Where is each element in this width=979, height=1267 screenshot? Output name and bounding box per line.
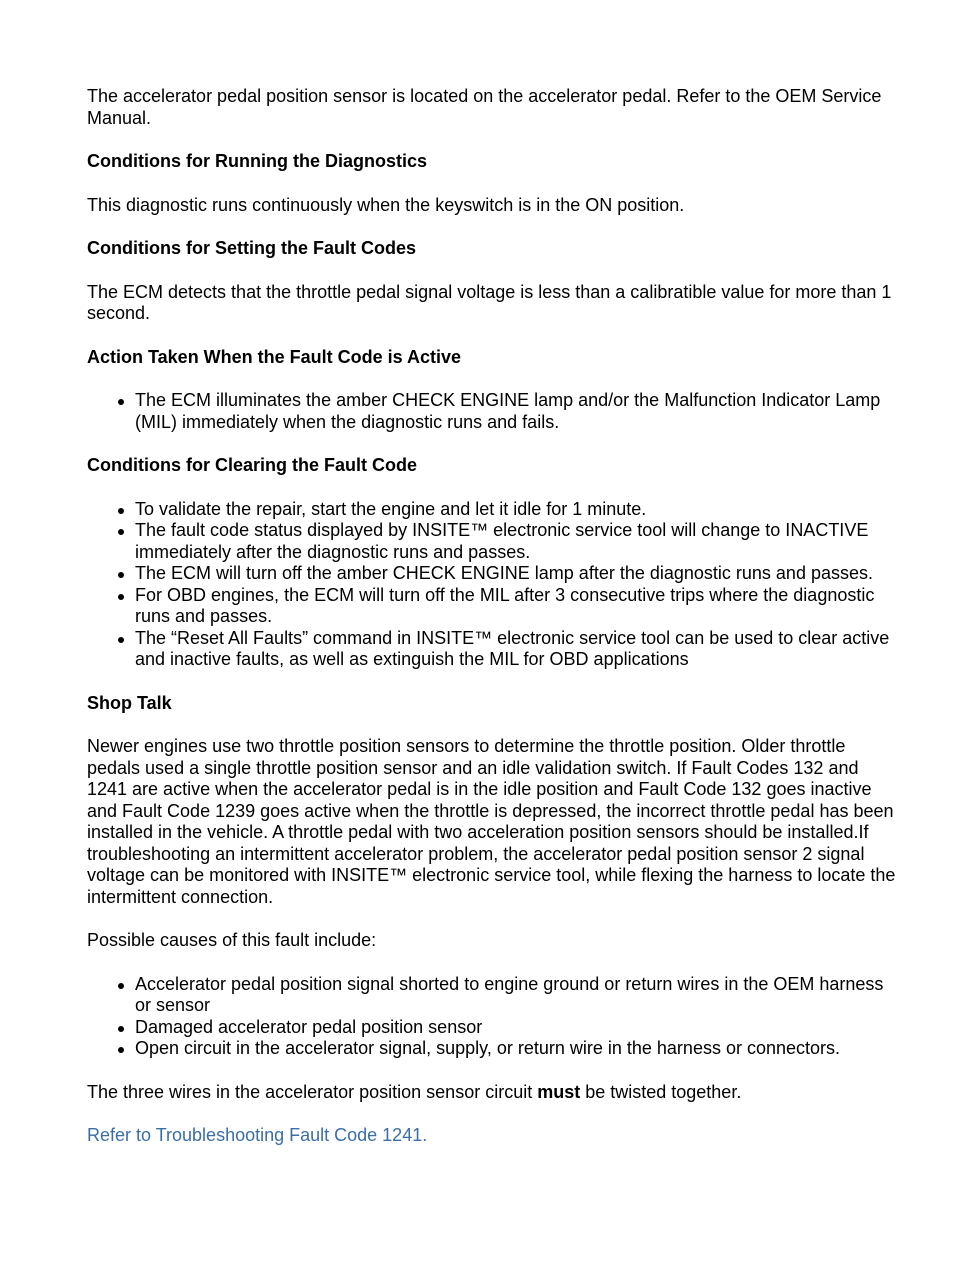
twisted-note-emphasis: must	[537, 1081, 581, 1102]
list-item: The fault code status displayed by INSITE™ electronic service tool will change to INACTIVE immediately after the diagnostic runs and passes.	[135, 520, 899, 563]
list-item: Open circuit in the accelerator signal, supply, or return wire in the harness or connectors.	[135, 1038, 899, 1060]
heading-clearing-fault-code: Conditions for Clearing the Fault Code	[87, 455, 417, 475]
heading-shop-talk: Shop Talk	[87, 692, 172, 713]
list-item: To validate the repair, start the engine and let it idle for 1 minute.	[135, 499, 899, 521]
twisted-note-end: be twisted together.	[580, 1081, 742, 1102]
list-item: Accelerator pedal position signal shorted to engine ground or return wires in the OEM harness or sensor	[135, 974, 899, 1017]
clearing-fault-code-list	[87, 499, 899, 671]
troubleshooting-link[interactable]: Refer to Troubleshooting Fault Code 1241.	[87, 1125, 428, 1145]
reference-paragraph	[87, 1125, 899, 1147]
twisted-wires-note	[87, 1082, 899, 1104]
running-diagnostics-text: This diagnostic runs continuously when the keyswitch is in the ON position.	[87, 194, 685, 215]
twisted-note-start: The three wires in the accelerator position sensor circuit	[87, 1081, 538, 1102]
possible-causes-intro: Possible causes of this fault include:	[87, 930, 377, 950]
list-item: The “Reset All Faults” command in INSITE™ electronic service tool can be used to clear active and inactive faults, as well as extinguish the MIL for OBD applications	[135, 628, 899, 671]
document-body	[87, 86, 899, 1169]
heading-running-diagnostics: Conditions for Running the Diagnostics	[87, 151, 427, 171]
list-item: The ECM will turn off the amber CHECK ENGINE lamp after the diagnostic runs and passes.	[135, 563, 899, 585]
list-item: Damaged accelerator pedal position sensor	[135, 1017, 899, 1039]
setting-fault-codes-text: The ECM detects that the throttle pedal signal voltage is less than a calibratible value for more than 1 second.	[87, 281, 892, 323]
shop-talk-text: Newer engines use two throttle position sensors to determine the throttle position. Older throttle pedals used a single throttle position sensor and an idle validation switch. If Fault Codes 132 and 1241 are active when the accelerator pedal is in the idle position and Fault Code 132 goes inactive and Fault Code 1239 goes active when the throttle is depressed, the incorrect throttle pedal has been installed in the vehicle. A throttle pedal with two acceleration position sensors should be installed.If troubleshooting an intermittent accelerator problem, the accelerator pedal position sensor 2 signal voltage can be monitored with INSITE™ electronic service tool, while flexing the harness to locate the intermittent connection.	[87, 736, 896, 907]
heading-setting-fault-codes: Conditions for Setting the Fault Codes	[87, 238, 416, 258]
intro-paragraph: The accelerator pedal position sensor is located on the accelerator pedal. Refer to the OEM Service Manual.	[87, 86, 882, 128]
list-item: The ECM illuminates the amber CHECK ENGINE lamp and/or the Malfunction Indicator Lamp (MIL) immediately when the diagnostic runs and fails.	[135, 390, 899, 433]
heading-action-taken: Action Taken When the Fault Code is Active	[87, 346, 462, 367]
list-item: For OBD engines, the ECM will turn off the MIL after 3 consecutive trips where the diagnostic runs and passes.	[135, 585, 899, 628]
possible-causes-list	[87, 974, 899, 1060]
action-taken-list	[87, 390, 899, 433]
